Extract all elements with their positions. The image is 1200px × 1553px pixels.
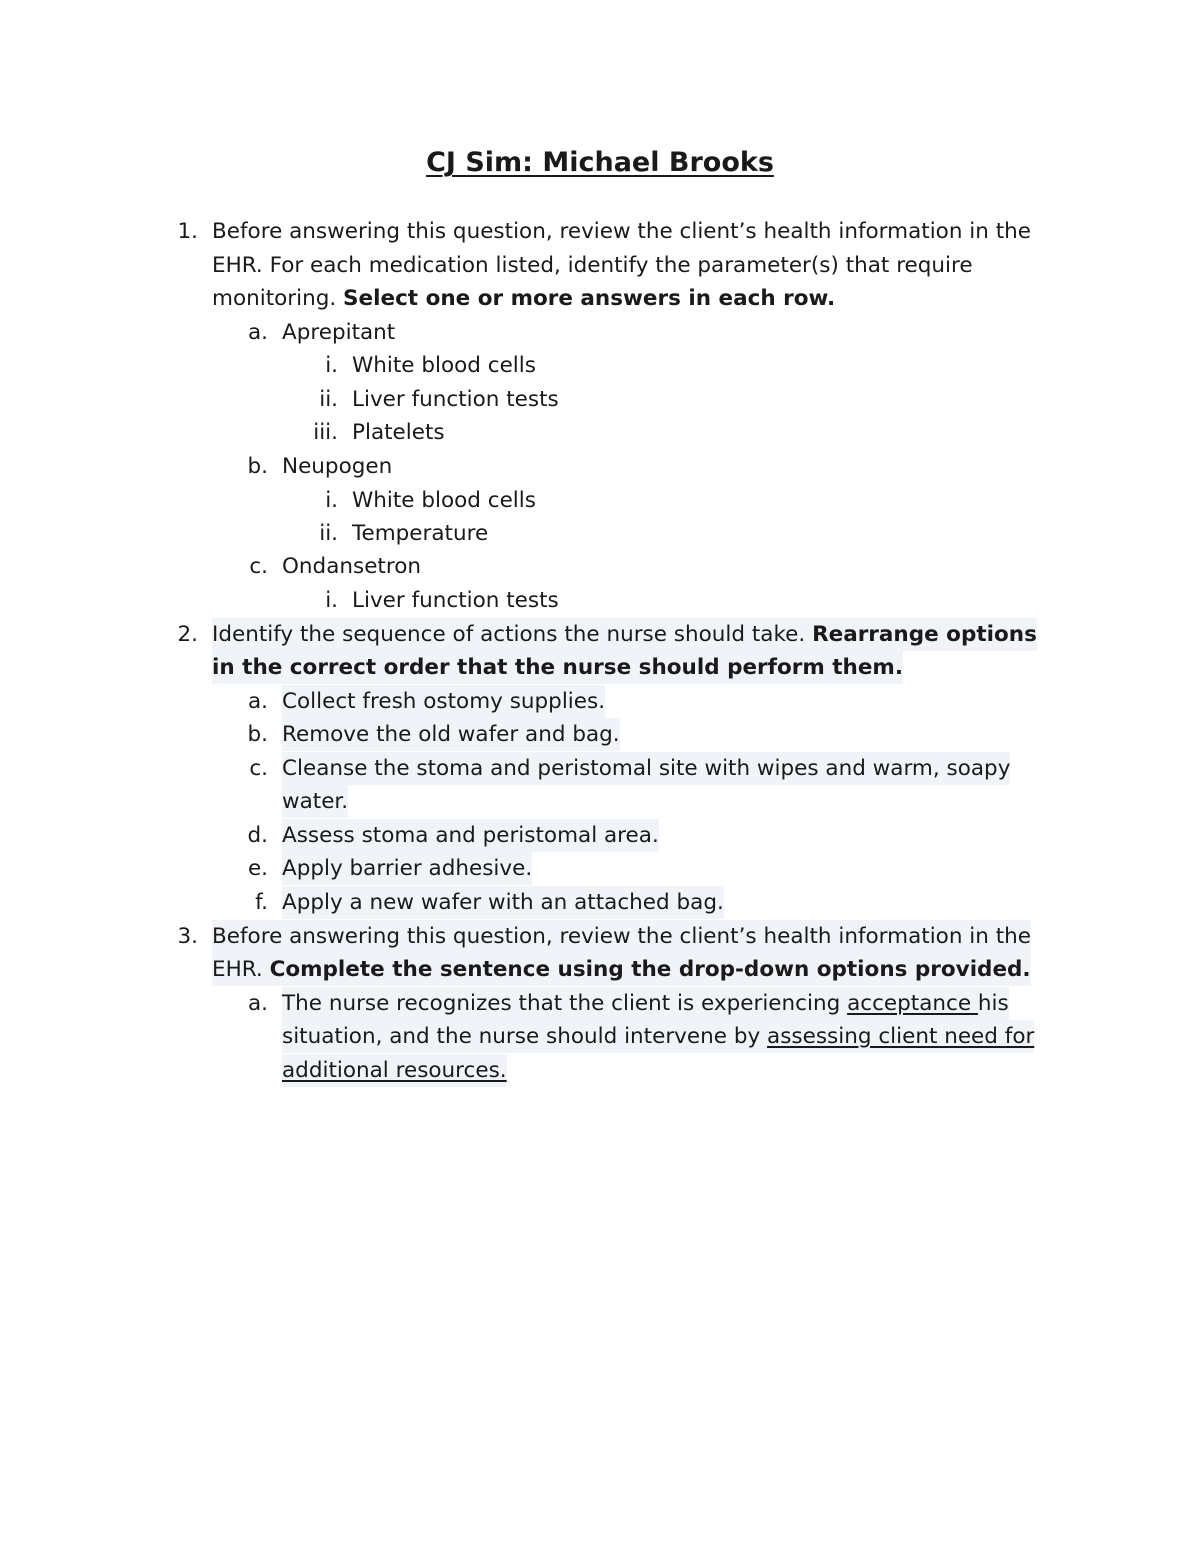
q1-item-letter: c. [249,554,268,579]
q3-answer-line3 [282,1054,507,1087]
q1-option-label: Liver function tests [352,387,559,412]
q3-answer-letter: a. [247,991,268,1016]
q1-option-number: i. [325,353,338,378]
q1-item-label: Neupogen [282,454,393,479]
q2-step-text: Apply barrier adhesive. [282,852,532,885]
q1-option-label: Temperature [352,521,489,546]
q3-blank-answer-2: assessing client need for [767,1024,1035,1049]
q3-answer-line2 [282,1020,1034,1053]
q1-text-line1: Before answering this question, review the client’s health information in the [212,219,1031,244]
q3-answer-text: situation, and the nurse should intervene by [282,1024,768,1049]
q1-instruction: Select one or more answers in each row. [343,286,836,311]
page-title: CJ Sim: Michael Brooks [426,147,774,178]
q3-instruction: Complete the sentence using the drop-down options provided. [269,957,1031,982]
q1-number: 1. [177,219,198,244]
q1-text-line2: EHR. For each medication listed, identify the parameter(s) that require [212,253,973,278]
q1-option-number: ii. [319,387,338,412]
q2-step-letter: b. [247,722,268,747]
q3-text-line2 [212,953,1031,986]
q1-item-label: Ondansetron [282,554,422,579]
q2-instruction-part2: in the correct order that the nurse should perform them. [212,651,903,684]
q1-item-letter: b. [247,454,268,479]
q3-answer-line1 [282,987,1009,1020]
q1-option-label: White blood cells [352,488,536,513]
q2-text-line1 [212,618,1037,651]
q2-step-letter: f. [255,890,268,915]
q2-number: 2. [177,622,198,647]
q3-text-plain: EHR. [212,957,270,982]
q2-step-text: Remove the old wafer and bag. [282,718,620,751]
q3-blank-answer-2-continued: additional resources. [282,1058,507,1083]
q2-step-letter: d. [247,823,268,848]
q1-option-number: iii. [313,420,338,445]
q3-number: 3. [177,924,198,949]
q2-text-plain: Identify the sequence of actions the nurse should take. [212,622,813,647]
q1-option-label: Liver function tests [352,588,559,613]
q3-answer-text: his [977,991,1009,1016]
q3-text-line1: Before answering this question, review the client’s health information in the [212,920,1031,953]
q1-option-number: i. [325,488,338,513]
q2-step-text: Collect fresh ostomy supplies. [282,685,605,718]
q1-item-letter: a. [247,320,268,345]
q2-step-letter: c. [249,756,268,781]
q2-instruction-part1: Rearrange options [812,622,1037,647]
q2-step-text-continued: water. [282,785,348,818]
q1-text-line3 [212,282,835,315]
q2-step-text: Apply a new wafer with an attached bag. [282,886,724,919]
q1-text-line3-plain: monitoring. [212,286,344,311]
q1-item-label: Aprepitant [282,320,396,345]
q3-answer-text: The nurse recognizes that the client is experiencing [282,991,848,1016]
q1-option-number: ii. [319,521,338,546]
q2-step-letter: a. [247,689,268,714]
q2-step-letter: e. [247,856,268,881]
q1-option-label: Platelets [352,420,445,445]
q2-step-text: Assess stoma and peristomal area. [282,819,659,852]
q1-option-number: i. [325,588,338,613]
q1-option-label: White blood cells [352,353,536,378]
q3-blank-answer-1: acceptance [847,991,978,1016]
q2-step-text: Cleanse the stoma and peristomal site with wipes and warm, soapy [282,752,1010,785]
